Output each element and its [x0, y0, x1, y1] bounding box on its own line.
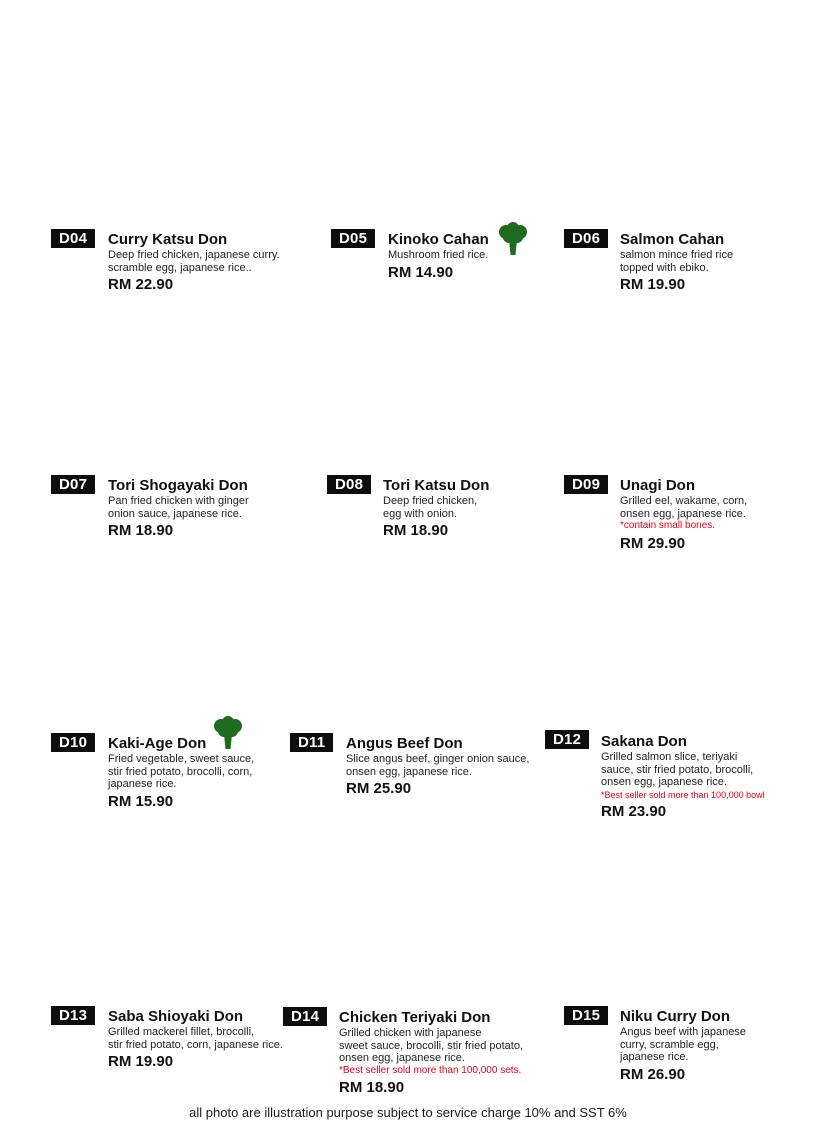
menu-item-d07 — [108, 477, 249, 540]
item-description: Pan fried chicken with ginger onion sauce, japanese rice. — [108, 495, 249, 520]
item-name: Salmon Cahan — [620, 231, 725, 248]
item-code-badge: D13 — [51, 1006, 95, 1025]
menu-item-d08 — [383, 477, 489, 540]
item-price: RM 26.90 — [620, 1065, 686, 1083]
item-price: RM 23.90 — [601, 803, 667, 821]
item-price: RM 18.90 — [108, 522, 174, 540]
item-name: Chicken Teriyaki Don — [339, 1009, 491, 1026]
item-description: Grilled eel, wakame, corn, onsen egg, japanese rice. — [620, 495, 748, 520]
menu-item-d11 — [346, 735, 529, 798]
item-description: salmon mince fried rice topped with ebiko. — [620, 249, 734, 274]
menu-item-d04 — [108, 231, 280, 294]
item-code-badge: D05 — [331, 229, 375, 248]
item-code-badge: D06 — [564, 229, 608, 248]
item-name: Angus Beef Don — [346, 735, 463, 752]
item-code-badge: D15 — [564, 1006, 608, 1025]
item-name: Sakana Don — [601, 733, 687, 750]
item-price: RM 18.90 — [383, 522, 449, 540]
item-note: *Best seller sold more than 100,000 bowl — [601, 789, 765, 800]
item-note: *contain small bones. — [620, 520, 716, 532]
item-name: Kinoko Cahan — [388, 231, 489, 248]
item-name: Unagi Don — [620, 477, 695, 494]
item-name: Tori Katsu Don — [383, 477, 490, 494]
menu-item-d15 — [620, 1008, 746, 1084]
item-name: Kaki-Age Don — [108, 735, 207, 752]
item-code-badge: D08 — [327, 475, 371, 494]
item-price: RM 15.90 — [108, 792, 174, 810]
item-name: Saba Shioyaki Don — [108, 1008, 244, 1025]
menu-item-d06 — [620, 231, 733, 294]
item-description: Grilled mackerel fillet, brocolli, stir fried potato, corn, japanese rice. — [108, 1026, 283, 1051]
footer-disclaimer: all photo are illustration purpose subject to service charge 10% and SST 6% — [189, 1105, 627, 1120]
item-price: RM 22.90 — [108, 276, 174, 294]
item-code-badge: D09 — [564, 475, 608, 494]
item-description: Grilled chicken with japanese sweet sauce, brocolli, stir fried potato, onsen egg, japanese rice. — [339, 1027, 524, 1065]
item-price: RM 18.90 — [339, 1079, 405, 1097]
item-price: RM 19.90 — [108, 1053, 174, 1071]
item-name: Niku Curry Don — [620, 1008, 731, 1025]
item-description: Slice angus beef, ginger onion sauce, onsen egg, japanese rice. — [346, 753, 530, 778]
item-code-badge: D10 — [51, 733, 95, 752]
item-price: RM 19.90 — [620, 276, 686, 294]
item-description: Deep fried chicken, egg with onion. — [383, 495, 478, 520]
broccoli-icon — [212, 716, 244, 750]
item-price: RM 29.90 — [620, 534, 686, 552]
item-name: Curry Katsu Don — [108, 231, 228, 248]
menu-item-d05 — [388, 231, 489, 282]
menu-item-d09 — [620, 477, 747, 553]
item-code-badge: D04 — [51, 229, 95, 248]
item-name: Tori Shogayaki Don — [108, 477, 248, 494]
item-price: RM 25.90 — [346, 780, 412, 798]
item-code-badge: D11 — [290, 733, 333, 752]
item-description: Fried vegetable, sweet sauce, stir fried potato, brocolli, corn, japanese rice. — [108, 753, 255, 791]
item-description: Mushroom fried rice. — [388, 249, 489, 261]
item-code-badge: D07 — [51, 475, 95, 494]
item-description: Deep fried chicken, japanese curry. scramble egg, japanese rice.. — [108, 249, 280, 274]
item-code-badge: D12 — [545, 730, 589, 749]
menu-item-d14 — [339, 1009, 523, 1097]
item-description: Grilled salmon slice, teriyaki sauce, stir fried potato, brocolli, onsen egg, japanese rice. — [601, 751, 754, 789]
item-price: RM 14.90 — [388, 263, 454, 281]
broccoli-icon — [497, 222, 529, 256]
item-description: Angus beef with japanese curry, scramble egg, japanese rice. — [620, 1026, 746, 1064]
menu-item-d13 — [108, 1008, 283, 1071]
item-code-badge: D14 — [283, 1007, 327, 1026]
menu-item-d12 — [601, 733, 765, 821]
item-note: *Best seller sold more than 100,000 sets. — [339, 1064, 522, 1076]
